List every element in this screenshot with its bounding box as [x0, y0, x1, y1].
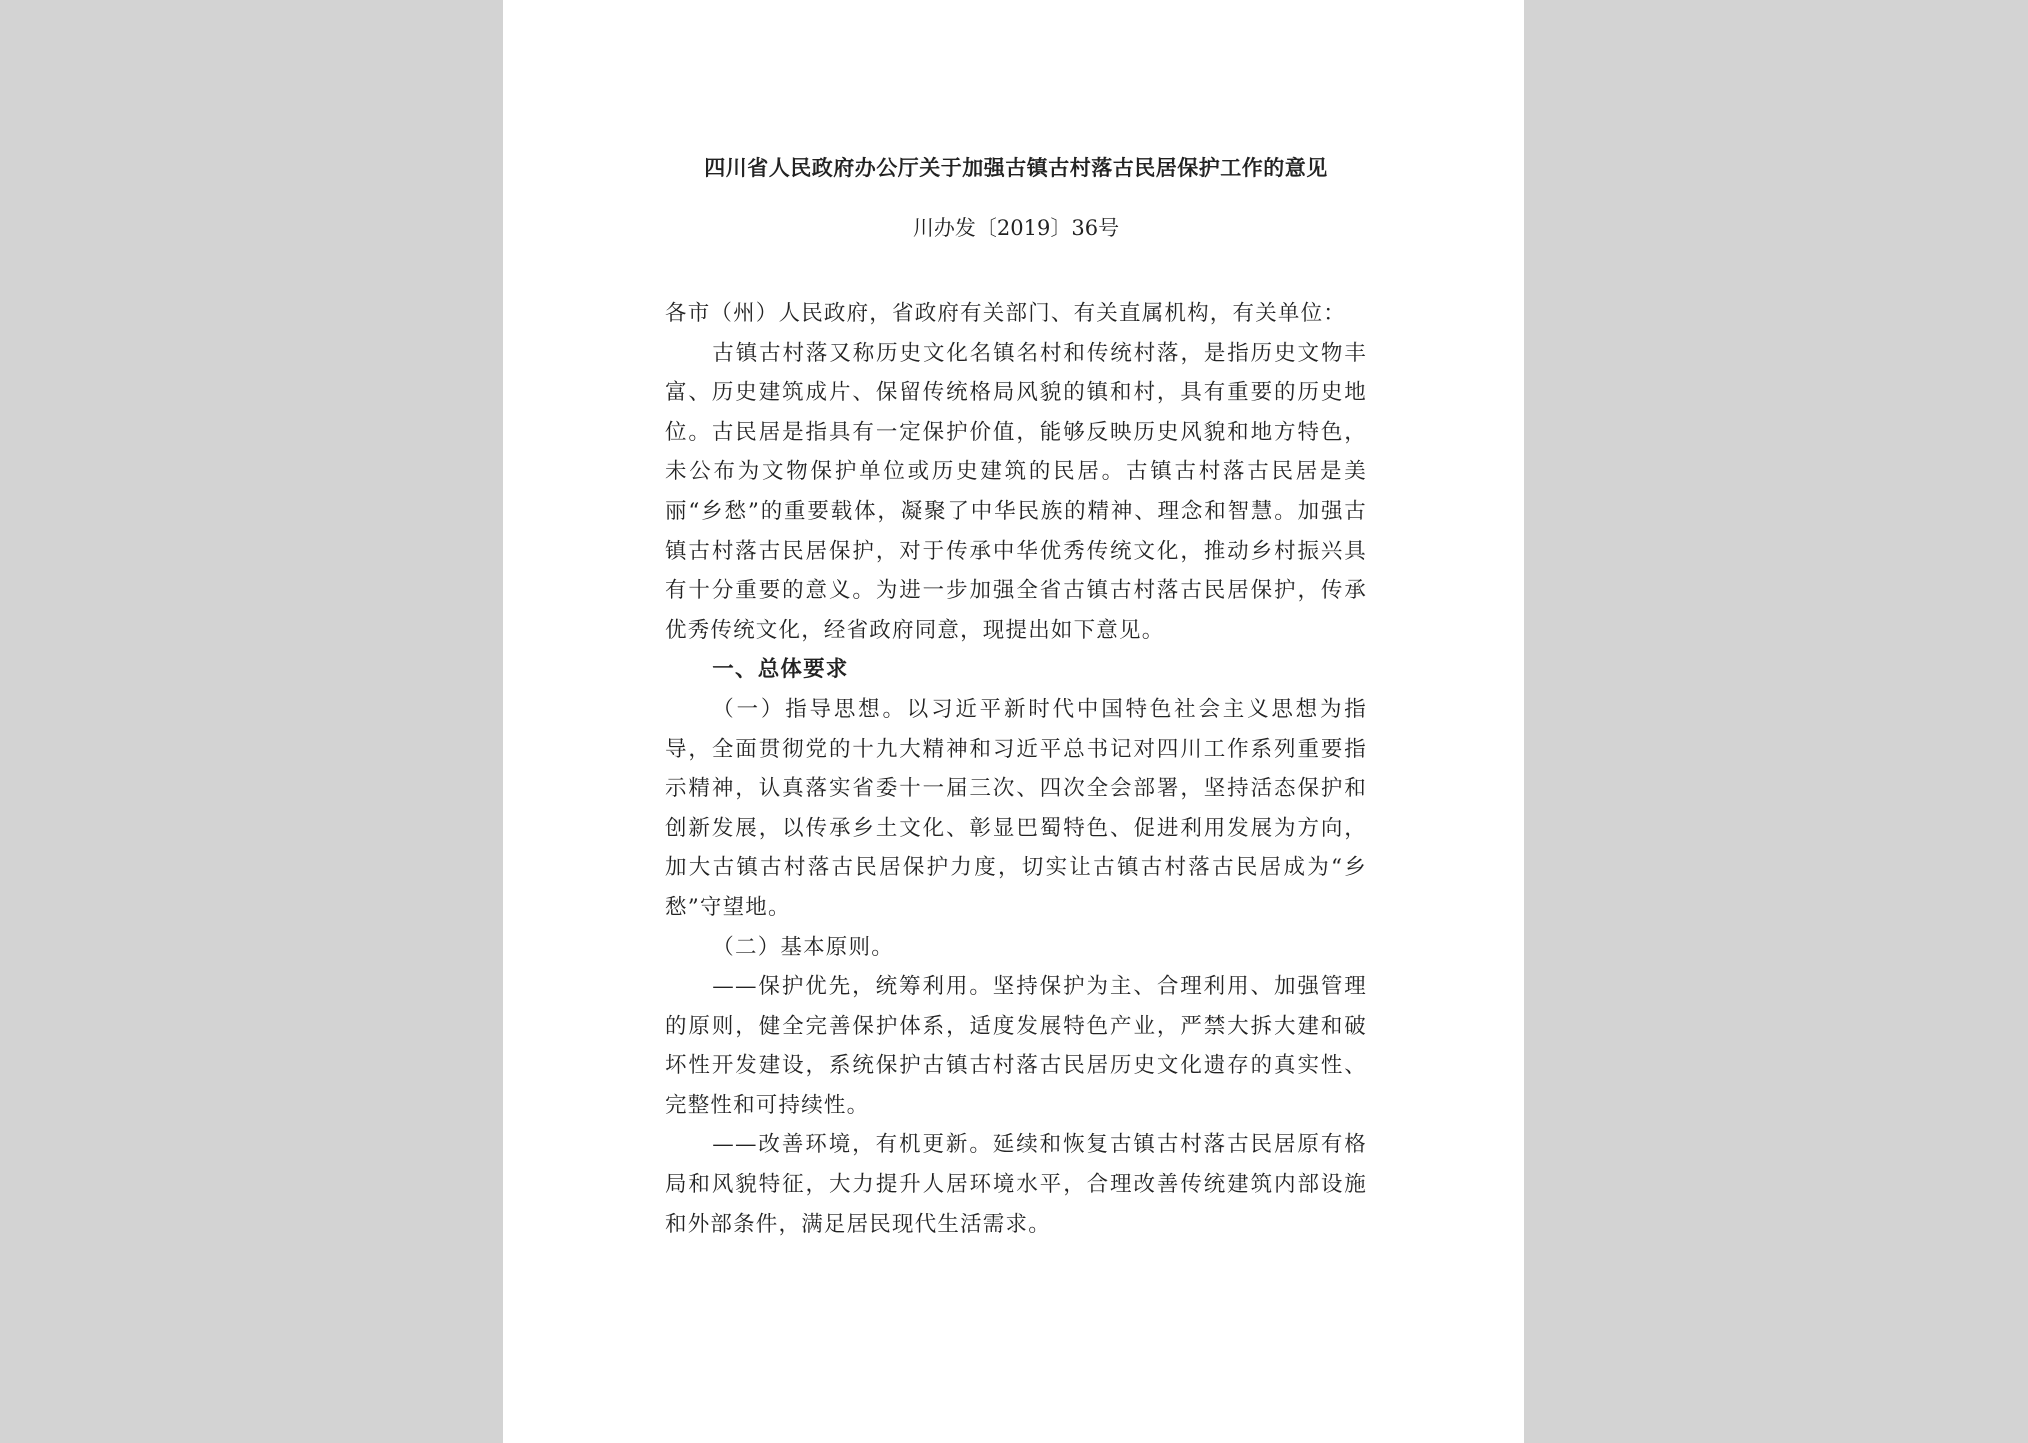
- addressee: 各市（州）人民政府，省政府有关部门、有关直属机构，有关单位：: [665, 301, 1347, 326]
- document-title: 四川省人民政府办公厅关于加强古镇古村落古民居保护工作的意见: [704, 156, 1328, 180]
- paragraph-principle-protection: ——保护优先，统筹利用。坚持保护为主、合理利用、加强管理的原则，健全完善保护体系，适度发展特色产业，严禁大拆大建和破坏性开发建设，系统保护古镇古村落古民居历史文化遗存的真实性、完整性和可持续性。: [665, 974, 1367, 1118]
- document-page: [503, 0, 1524, 1443]
- paragraph-guiding-ideology: （一）指导思想。以习近平新时代中国特色社会主义思想为指导，全面贯彻党的十九大精神和习近平总书记对四川工作系列重要指示精神，认真落实省委十一届三次、四次全会部署，坚持活态保护和创新发展，以传承乡土文化、彰显巴蜀特色、促进利用发展为方向，加大古镇古村落古民居保护力度，切实让古镇古村落古民居成为“乡愁”守望地。: [665, 696, 1367, 920]
- paragraph-principle-environment: ——改善环境，有机更新。延续和恢复古镇古村落古民居原有格局和风貌特征，大力提升人居环境水平，合理改善传统建筑内部设施和外部条件，满足居民现代生活需求。: [665, 1132, 1367, 1237]
- document-content: [665, 150, 1367, 1244]
- document-number: 川办发〔2019〕36号: [912, 216, 1120, 240]
- section-heading: 一、总体要求: [712, 657, 849, 683]
- paragraph-intro: 古镇古村落又称历史文化名镇名村和传统村落，是指历史文物丰富、历史建筑成片、保留传统格局风貌的镇和村，具有重要的历史地位。古民居是指具有一定保护价值，能够反映历史风貌和地方特色，未公布为文物保护单位或历史建筑的民居。古镇古村落古民居是美丽“乡愁”的重要载体，凝聚了中华民族的精神、理念和智慧。加强古镇古村落古民居保护，对于传承中华优秀传统文化，推动乡村振兴具有十分重要的意义。为进一步加强全省古镇古村落古民居保护，传承优秀传统文化，经省政府同意，现提出如下意见。: [665, 340, 1367, 643]
- paragraph-basic-principles: （二）基本原则。: [712, 934, 894, 960]
